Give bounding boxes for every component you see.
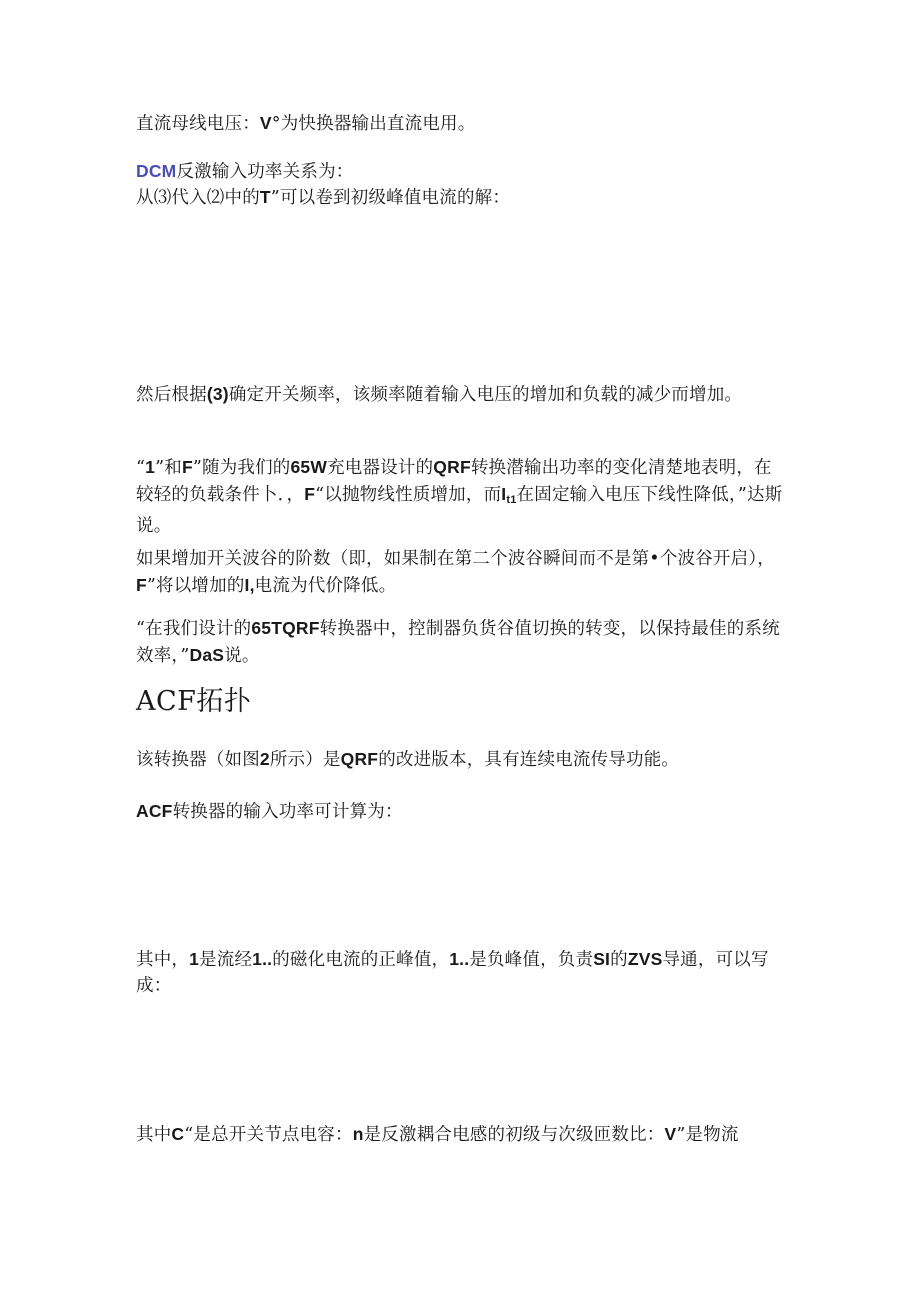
text: 导通，可以写成： bbox=[136, 950, 769, 996]
equation-ref: (3) bbox=[206, 384, 229, 404]
text: “以抛物线性质增加，而 bbox=[315, 485, 502, 505]
text: 是流经 bbox=[199, 950, 253, 970]
paragraph-bus-voltage bbox=[136, 110, 786, 137]
text: 的改进版本，具有连续电流传导功能。 bbox=[378, 750, 680, 770]
term-qrf: QRF bbox=[433, 457, 471, 477]
text: ”随为我们的 bbox=[192, 458, 291, 478]
text: °为快换器输出直流电用。 bbox=[271, 114, 476, 134]
symbol: 1 bbox=[189, 949, 200, 969]
text: 如果增加开关波谷的阶数（即，如果制在第二个波谷瞬间而不是第•个波谷开启）， bbox=[136, 549, 775, 569]
text: 在固定输入电压下线性降低，”达斯说。 bbox=[136, 485, 783, 536]
paragraph-qrf-variation bbox=[136, 454, 786, 539]
paragraph-valley-order bbox=[136, 546, 786, 599]
term-zvs: ZVS bbox=[627, 949, 663, 969]
paragraph-quote-design bbox=[136, 615, 786, 669]
symbol-c: C bbox=[171, 1124, 185, 1144]
text: “是总开关节点电容： bbox=[184, 1125, 353, 1145]
paragraph-acf-intro bbox=[136, 746, 786, 773]
text: 从⑶代入⑵中的 bbox=[136, 188, 260, 208]
text: 转换潜输出功率的变化清楚地表明，在较轻的负载条件卜．， bbox=[136, 458, 772, 505]
text: 说。 bbox=[224, 646, 260, 666]
speaker-name: DaS bbox=[189, 645, 225, 665]
text: 转换器中，控制器负货谷值切换的转变，以保持最佳的系统效率，” bbox=[136, 619, 780, 666]
text: 是反激耦合电感的初级与次级匝数比： bbox=[363, 1125, 665, 1145]
text: 该转换器（如图 bbox=[136, 750, 260, 770]
text: ”可以卷到初级峰值电流的解： bbox=[270, 188, 511, 208]
subscript: t1 bbox=[506, 494, 517, 506]
text: 直流母线电压： bbox=[136, 114, 260, 134]
text: 所示）是 bbox=[269, 750, 341, 770]
symbol-f: F bbox=[304, 484, 316, 504]
text: “ bbox=[136, 458, 146, 478]
text: “在我们设计的 bbox=[136, 619, 252, 639]
paragraph-dcm-heading bbox=[136, 158, 786, 185]
text: ”将以增加的 bbox=[146, 576, 245, 596]
paragraph-magnetizing-current bbox=[136, 946, 786, 999]
text: 其中， bbox=[136, 950, 190, 970]
symbol-i: I bbox=[501, 484, 507, 504]
text: ”和 bbox=[155, 458, 182, 478]
text: 电流为代价降低。 bbox=[254, 576, 397, 596]
symbol-i: I, bbox=[244, 575, 255, 595]
symbol-f: F bbox=[181, 457, 193, 477]
term-s1: SI bbox=[593, 949, 611, 969]
term-qrf: QRF bbox=[340, 749, 379, 769]
text: 是负峰值，负责 bbox=[469, 950, 594, 970]
text: 的磁化电流的正峰值， bbox=[272, 950, 450, 970]
text: 转换器的输入功率可计算为： bbox=[172, 802, 403, 822]
symbol-f: F bbox=[136, 575, 147, 595]
text: 确定开关频率，该频率随着输入电压的增加和负载的减少而增加。 bbox=[228, 385, 743, 405]
text: 的 bbox=[610, 950, 628, 970]
text: ”是物流 bbox=[676, 1125, 739, 1145]
paragraph-switching-frequency bbox=[136, 381, 786, 408]
figure-ref: 2 bbox=[259, 749, 270, 769]
paragraph-acf-power bbox=[136, 798, 786, 825]
term-65tqrf: 65TQRF bbox=[251, 618, 320, 638]
symbol: 1.. bbox=[252, 949, 273, 969]
paragraph-capacitance bbox=[136, 1121, 786, 1148]
term-acf: ACF bbox=[136, 801, 173, 821]
section-heading-acf: ACF拓扑 bbox=[136, 686, 252, 717]
symbol: 1 bbox=[145, 457, 156, 477]
text: 其中 bbox=[136, 1125, 172, 1145]
dcm-label: DCM bbox=[136, 161, 177, 181]
paragraph-substitution bbox=[136, 184, 786, 211]
text: 反激输入功率关系为： bbox=[176, 162, 354, 182]
symbol-t: T bbox=[259, 187, 271, 207]
text: 充电器设计的 bbox=[327, 458, 434, 478]
symbol-v: V bbox=[664, 1124, 677, 1144]
symbol-n: n bbox=[352, 1124, 364, 1144]
symbol-v: V bbox=[259, 113, 272, 133]
text: 然后根据 bbox=[136, 385, 207, 405]
power-rating: 65W bbox=[290, 457, 328, 477]
symbol: 1.. bbox=[449, 949, 470, 969]
